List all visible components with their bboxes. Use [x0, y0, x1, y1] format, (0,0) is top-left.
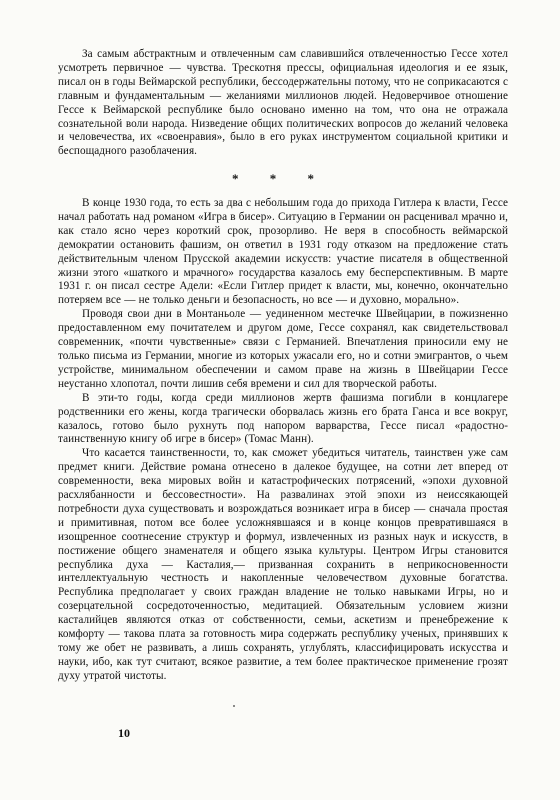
scan-speck	[233, 705, 235, 707]
paragraph: Что касается таинственности, то, как сможет убедиться читатель, таинствен уже сам предмет книги. Действие романа отнесено в далекое будущее, на сотни лет вперед от современности, века мировых войн и катастрофических потрясений, «эпохи духовной расхлябанности и бессовестности». На развалинах этой эпохи из неиссякающей потребности духа существовать и возрождаться возникает игра в бисер — сначала простая и примитивная, потом все более усложнявшаяся и в конце концов превратившаяся в изощренное соотнесение структур и формул, извлеченных из разных наук и искусств, в постижение общего знаменателя и общего языка культуры. Центром Игры становится республика духа — Касталия,— призванная сохранить в неприкосновенности интеллектуальную честность и накопленные человечеством духовные богатства. Республика предполагает у своих граждан владение не только навыками Игры, но и созерцательной сосредоточенностью, медитацией. Обязательным условием жизни касталийцев являются отказ от собственности, семьи, аскетизм и пренебрежение к комфорту — такова плата за готовность мира содержать республику ученых, принявших к тому же обет не развивать, а лишь сохранять, углублять, классифицировать искусства и науки, ибо, как тут считают, всякое развитие, а тем более практическое применение грозят духу утратой чистоты.	[58, 447, 508, 682]
section-separator: * * *	[232, 171, 328, 186]
page-number: 10	[118, 726, 130, 740]
text-section-2	[58, 197, 508, 684]
paragraph: Проводя свои дни в Монтаньоле — уединенном местечке Швейцарии, в пожизненно предоставленном ему почитателем и другом доме, Гессе сохранял, как свидетельствовал современник, «почти чувственные» связи с Германией. Впечатления приносили ему не только письма из Германии, многие из которых ужасали его, но и сотни эмигрантов, о чьем устройстве, минимальном обеспечении и самом праве на жизнь в Швейцарии Гессе неустанно хлопотал, почти лишив себя времени и сил для творческой работы.	[58, 308, 508, 390]
paragraph: За самым абстрактным и отвлеченным сам славившийся отвлеченностью Гессе хотел усмотреть первичное — чувства. Трескотня прессы, официальная идеология и ее язык, писал он в годы Веймарской республики, бессодержательны потому, что не соприкасаются с главным и фундаментальным — желаниями миллионов людей. Недоверчивое отношение Гессе к Веймарской республике было основано именно на том, что она не отражала сознательной воли народа. Низведение общих политических вопросов до желаний человека и человечества, их «своенравия», было в его руках инструментом социальной критики и беспощадного разоблачения.	[58, 48, 508, 158]
text-section-1	[58, 48, 508, 159]
paragraph: В эти-то годы, когда среди миллионов жертв фашизма погибли в концлагере родственники его жены, когда трагически оборвалась жизнь его брата Ганса и все вокруг, казалось, готово было рухнуть под напором варварства, Гессе писал «радостно-таинственную книгу об игре в бисер» (Томас Манн).	[58, 391, 508, 446]
paragraph: В конце 1930 года, то есть за два с небольшим года до прихода Гитлера к власти, Гессе начал работать над романом «Игра в бисер». Ситуацию в Германии он расценивал мрачно и, как стало ясно через короткий срок, прозорливо. Не веря в способность веймарской демократии остановить фашизм, он ответил в 1931 году отказом на предложение стать действительным членом Прусской академии искусств: участие писателя в общественной жизни этого «шаткого и мрачного» государства казалось ему бесперспективным. В марте 1931 г. он писал сестре Адели: «Если Гитлер придет к власти, мы, конечно, окончательно потеряем все — не только деньги и безопасность, но все — и духовно, морально».	[58, 197, 508, 307]
